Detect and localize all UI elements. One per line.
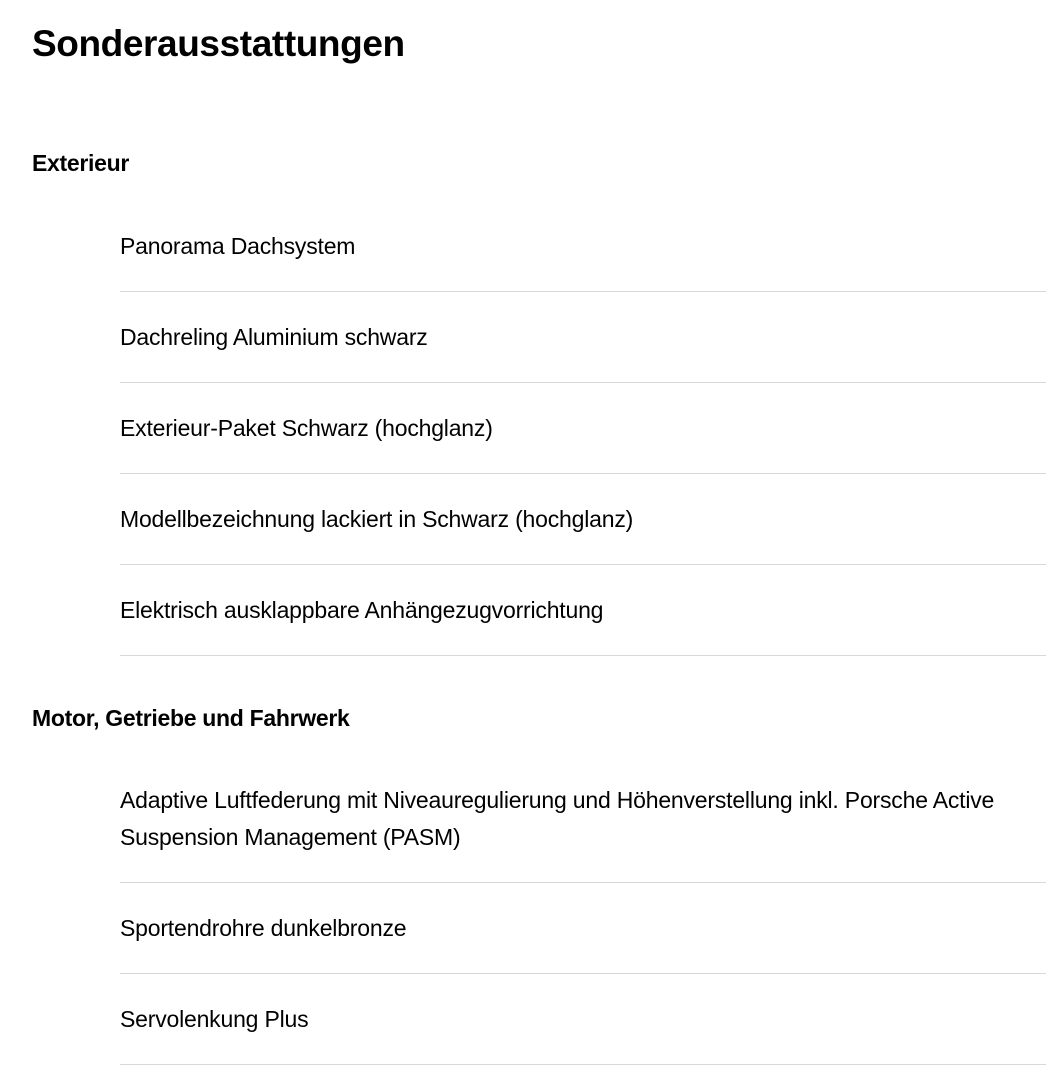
option-item-label: Elektrisch ausklappbare Anhängezugvorrichtung (120, 597, 604, 623)
option-item-label: Panorama Dachsystem (120, 233, 356, 259)
option-item (120, 201, 1046, 292)
option-item (120, 755, 1046, 883)
option-item (120, 974, 1046, 1065)
option-item (120, 292, 1046, 383)
option-item-label: Sportendrohre dunkelbronze (120, 915, 407, 941)
option-item-label: Adaptive Luftfederung mit Niveauregulierung und Höhenverstellung inkl. Porsche Active Suspension Management (PASM) (120, 787, 995, 850)
option-item-label: Modellbezeichnung lackiert in Schwarz (hochglanz) (120, 506, 634, 532)
option-item (120, 883, 1046, 974)
section-heading-exterieur: Exterieur (32, 150, 130, 176)
option-list-exterieur (120, 201, 1046, 656)
option-item (120, 383, 1046, 474)
option-item-label: Exterieur-Paket Schwarz (hochglanz) (120, 415, 493, 441)
option-item (120, 474, 1046, 565)
option-item-label: Servolenkung Plus (120, 1006, 309, 1032)
section-heading-motor-getriebe-fahrwerk: Motor, Getriebe und Fahrwerk (32, 705, 350, 731)
page-title: Sonderausstattungen (32, 23, 405, 64)
option-item-label: Dachreling Aluminium schwarz (120, 324, 428, 350)
option-item (120, 565, 1046, 656)
option-list-motor-getriebe-fahrwerk (120, 755, 1046, 1065)
